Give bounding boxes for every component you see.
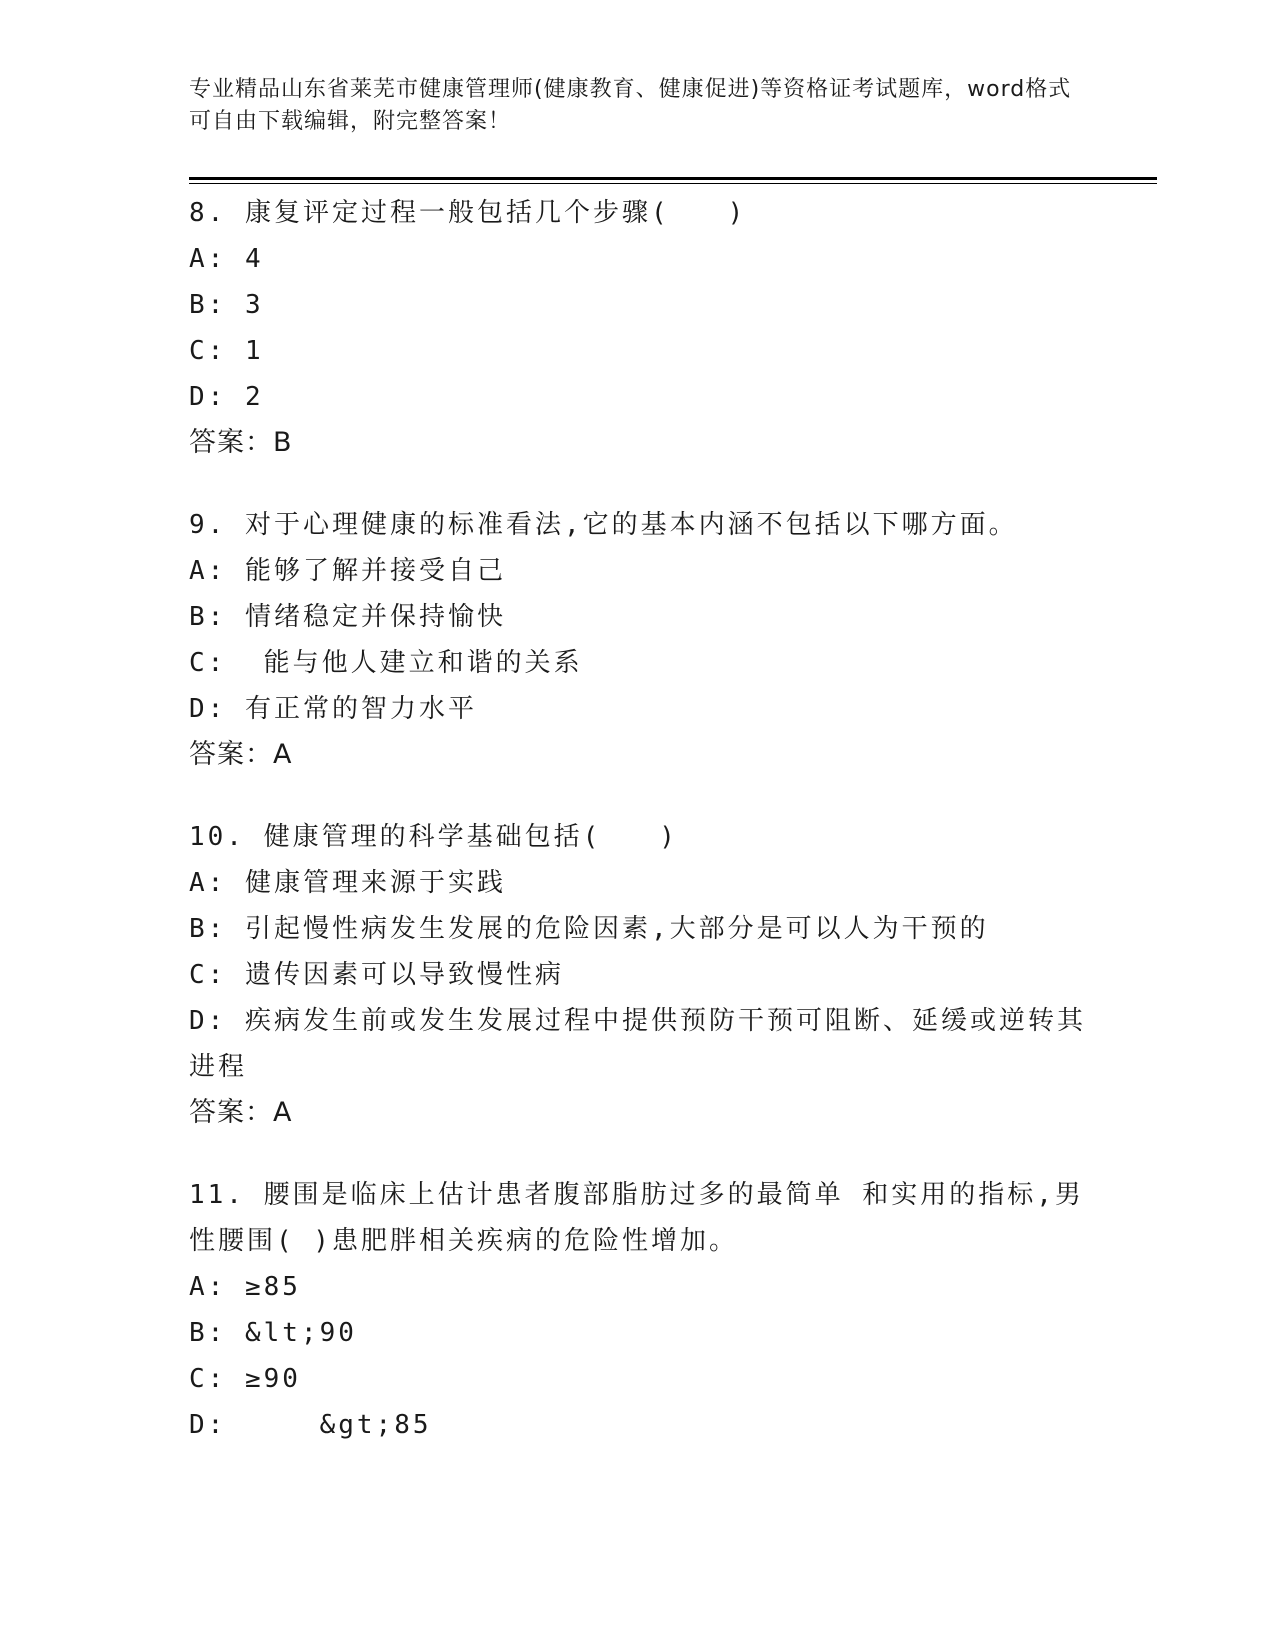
option-text: ≥85 — [244, 1272, 301, 1302]
option-a — [189, 860, 1089, 906]
option-text: 遗传因素可以导致慢性病 — [244, 960, 564, 990]
question-10 — [189, 814, 1089, 1136]
question-11 — [189, 1172, 1089, 1448]
option-text: 情绪稳定并保持愉快 — [244, 602, 506, 632]
option-text: 4 — [244, 244, 264, 274]
option-d — [189, 374, 1089, 420]
option-text: 能与他人建立和谐的关系 — [244, 648, 583, 678]
header-rule-thin — [189, 183, 1157, 184]
answer-line: 答案：A — [189, 739, 293, 770]
option-label: C: — [189, 960, 227, 990]
option-b — [189, 1310, 1089, 1356]
option-text: 1 — [244, 336, 264, 366]
option-b — [189, 906, 1089, 952]
option-label: A: — [189, 244, 227, 274]
option-label: C: — [189, 648, 227, 678]
page-header: 专业精品山东省莱芜市健康管理师(健康教育、健康促进)等资格证考试题库，word格式可自由下载编辑，附完整答案！ — [189, 77, 1072, 134]
option-label: B: — [189, 914, 227, 944]
question-text: 健康管理的科学基础包括( ) — [263, 822, 678, 852]
option-text: &gt;85 — [244, 1410, 432, 1440]
option-label: A: — [189, 1272, 227, 1302]
question-stem — [189, 1172, 1089, 1264]
option-b — [189, 282, 1089, 328]
question-stem — [189, 190, 1089, 236]
option-text: 健康管理来源于实践 — [244, 868, 506, 898]
question-list — [189, 190, 1089, 1484]
option-text: 3 — [244, 290, 264, 320]
option-label: A: — [189, 556, 227, 586]
option-text: 能够了解并接受自己 — [244, 556, 506, 586]
option-text: 2 — [244, 382, 264, 412]
question-number: 9. — [189, 510, 227, 540]
option-c — [189, 640, 1089, 686]
question-text: 康复评定过程一般包括几个步骤( ) — [244, 198, 747, 228]
option-d — [189, 998, 1089, 1090]
option-a — [189, 1264, 1089, 1310]
option-label: B: — [189, 602, 227, 632]
question-number: 8. — [189, 198, 227, 228]
option-text: 有正常的智力水平 — [244, 694, 477, 724]
question-9 — [189, 502, 1089, 778]
option-label: D: — [189, 382, 227, 412]
option-label: B: — [189, 290, 227, 320]
option-label: B: — [189, 1318, 227, 1348]
answer-line: 答案：A — [189, 1097, 293, 1128]
question-stem — [189, 814, 1089, 860]
answer-line: 答案：B — [189, 427, 293, 458]
option-text: 疾病发生前或发生发展过程中提供预防干预可阻断、延缓或逆转其进程 — [189, 1006, 1086, 1082]
option-b — [189, 594, 1089, 640]
question-8 — [189, 190, 1089, 466]
option-text: ≥90 — [244, 1364, 301, 1394]
option-c — [189, 328, 1089, 374]
option-a — [189, 236, 1089, 282]
option-label: C: — [189, 336, 227, 366]
question-text: 腰围是临床上估计患者腹部脂肪过多的最简单 和实用的指标,男性腰围( )患肥胖相关疾病的危险性增加。 — [189, 1180, 1084, 1256]
question-number: 11. — [189, 1180, 245, 1210]
option-c — [189, 1356, 1089, 1402]
header-rule-thick — [189, 177, 1157, 180]
option-d — [189, 686, 1089, 732]
question-text: 对于心理健康的标准看法,它的基本内涵不包括以下哪方面。 — [244, 510, 1018, 540]
option-label: D: — [189, 1410, 227, 1440]
option-text: 引起慢性病发生发展的危险因素,大部分是可以人为干预的 — [244, 914, 989, 944]
question-stem — [189, 502, 1089, 548]
option-a — [189, 548, 1089, 594]
option-c — [189, 952, 1089, 998]
option-d — [189, 1402, 1089, 1448]
option-label: D: — [189, 694, 227, 724]
option-label: C: — [189, 1364, 227, 1394]
option-label: D: — [189, 1006, 227, 1036]
option-label: A: — [189, 868, 227, 898]
option-text: &lt;90 — [244, 1318, 357, 1348]
question-number: 10. — [189, 822, 245, 852]
